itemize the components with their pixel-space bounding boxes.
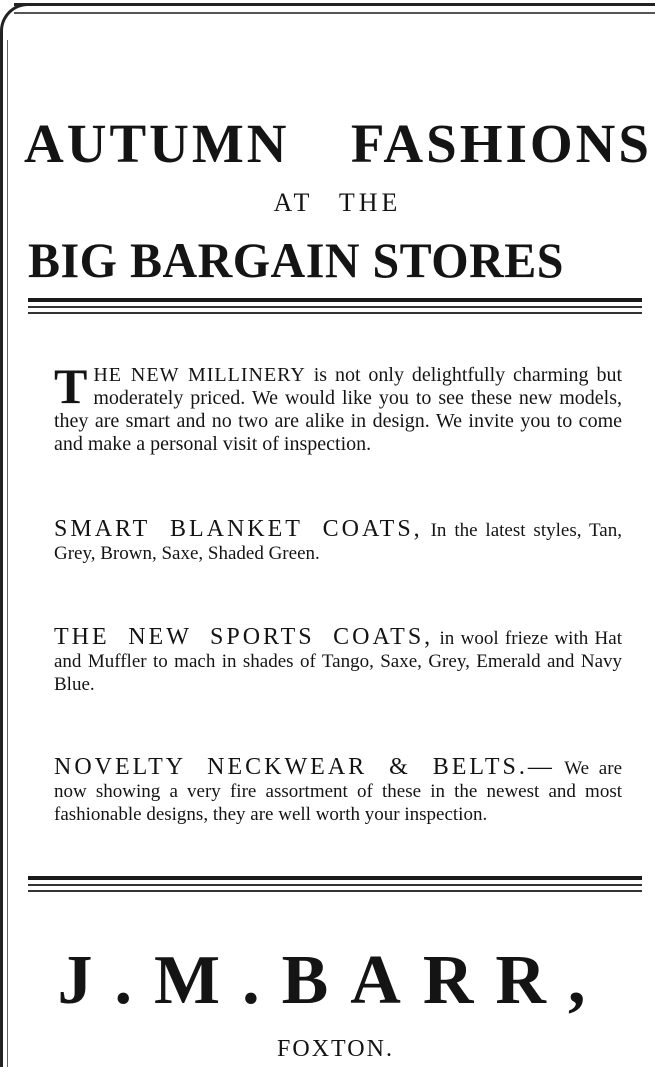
blanket-coats-paragraph <box>54 518 622 565</box>
headline-connector: AT THE <box>273 188 402 217</box>
millinery-text: is not only delightfully charming but moderately priced. We would like you to see these new models, they are smart and no two are alike in design. We invite you to come and make a personal visit of inspection. <box>54 364 622 455</box>
sports-coats-paragraph <box>54 626 622 696</box>
blanket-coats-heading: SMART BLANKET COATS, <box>54 516 423 542</box>
border-top <box>14 3 655 14</box>
proprietor-surname: BARR, <box>281 942 608 1019</box>
dropcap: T <box>54 358 88 414</box>
headline-left: AUTUMN <box>24 113 290 174</box>
millinery-lead: HE NEW MILLINERY <box>93 364 306 386</box>
proprietor-initial-middle: M. <box>154 942 282 1019</box>
sports-coats-text: in wool frieze with Hat and Muffler to mach in shades of Tango, Saxe, Grey, Emerald and Navy Blue. <box>54 628 622 695</box>
divider-rule <box>28 298 642 302</box>
divider-rule <box>28 312 642 314</box>
divider-rule <box>28 890 642 892</box>
headline <box>24 112 652 176</box>
neckwear-text: We are now showing a very fire assortment of these in the newest and most fashionable designs, they are well worth your inspection. <box>54 758 623 825</box>
neckwear-heading: NOVELTY NECKWEAR & BELTS.— <box>54 754 555 780</box>
divider-rule <box>28 306 642 308</box>
neckwear-paragraph <box>54 756 622 826</box>
headline-right: FASHIONS <box>350 113 652 174</box>
proprietor-name <box>0 936 655 1026</box>
blanket-coats-text: In the latest styles, Tan, Grey, Brown, Saxe, Shaded Green. <box>54 520 622 564</box>
sports-coats-heading: THE NEW SPORTS COATS, <box>54 624 434 650</box>
proprietor-initial-first: J. <box>57 942 155 1019</box>
store-name: BIG BARGAIN STORES <box>28 232 564 288</box>
divider-rule <box>28 884 642 886</box>
proprietor-location: FOXTON. <box>277 1036 394 1062</box>
millinery-paragraph <box>54 358 622 456</box>
divider-rule <box>28 876 642 880</box>
